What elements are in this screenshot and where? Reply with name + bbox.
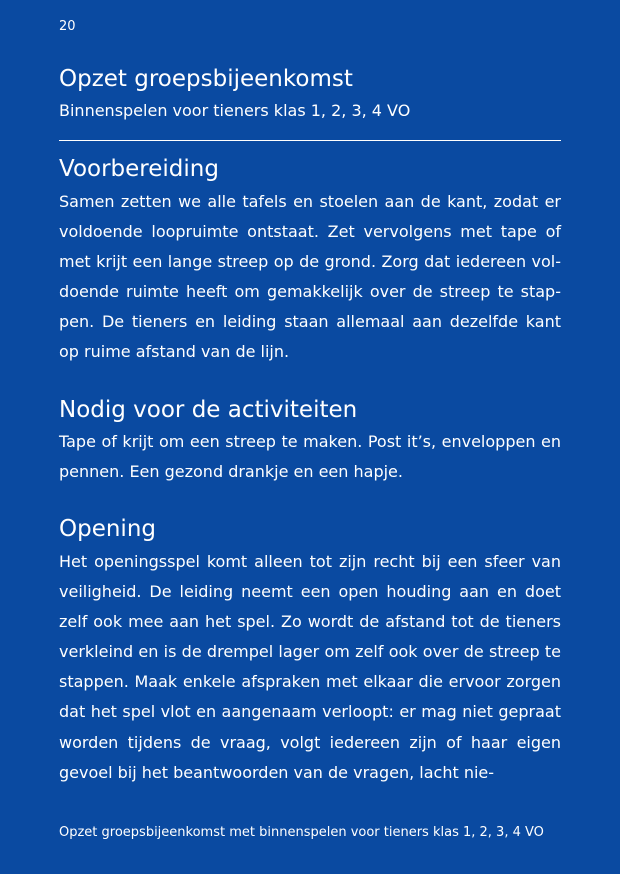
section-heading-nodig: Nodig voor de activiteiten <box>59 397 358 423</box>
page-title: Opzet groepsbijeenkomst <box>59 66 353 92</box>
page-footer: Opzet groepsbijeenkomst met binnenspelen voor tieners klas 1, 2, 3, 4 VO <box>59 825 544 840</box>
section-body-voorbereiding: Samen zetten we alle tafels en stoelen aan de kant, zodat er voldoende loopruimte ontstaat. Zet vervolgens met tape of met krijt een lange streep op de grond. Zorg dat iedereen voldoende ruimte heeft om gemakkelijk over de streep te stappen. De tieners en leiding staan allemaal aan dezelfde kant op ruime afstand van de lijn. <box>59 192 561 362</box>
page-subtitle: Binnenspelen voor tieners klas 1, 2, 3, 4 VO <box>59 101 411 120</box>
section-body-nodig: Tape of krijt om een streep te maken. Post it’s, enveloppen en pennen. Een gezond drankje en een hapje. <box>59 432 561 482</box>
section-heading-voorbereiding: Voorbereiding <box>59 156 219 182</box>
section-heading-opening: Opening <box>59 516 156 542</box>
section-body-opening: Het openingsspel komt alleen tot zijn recht bij een sfeer van veiligheid. De leiding neemt een open houding aan en doet zelf ook mee aan het spel. Zo wordt de afstand tot de tieners verkleind en is de drempel lager om zelf ook over de streep te stappen. Maak enkele afspraken met elkaar die ervoor zorgen dat het spel vlot en aangenaam verloopt: er mag niet gepraat worden tijdens de vraag, volgt iedereen zijn of haar eigen gevoel bij het beantwoorden van de vragen, lacht nie- <box>59 552 561 782</box>
header-divider <box>59 140 561 141</box>
page-number: 20 <box>59 19 76 34</box>
